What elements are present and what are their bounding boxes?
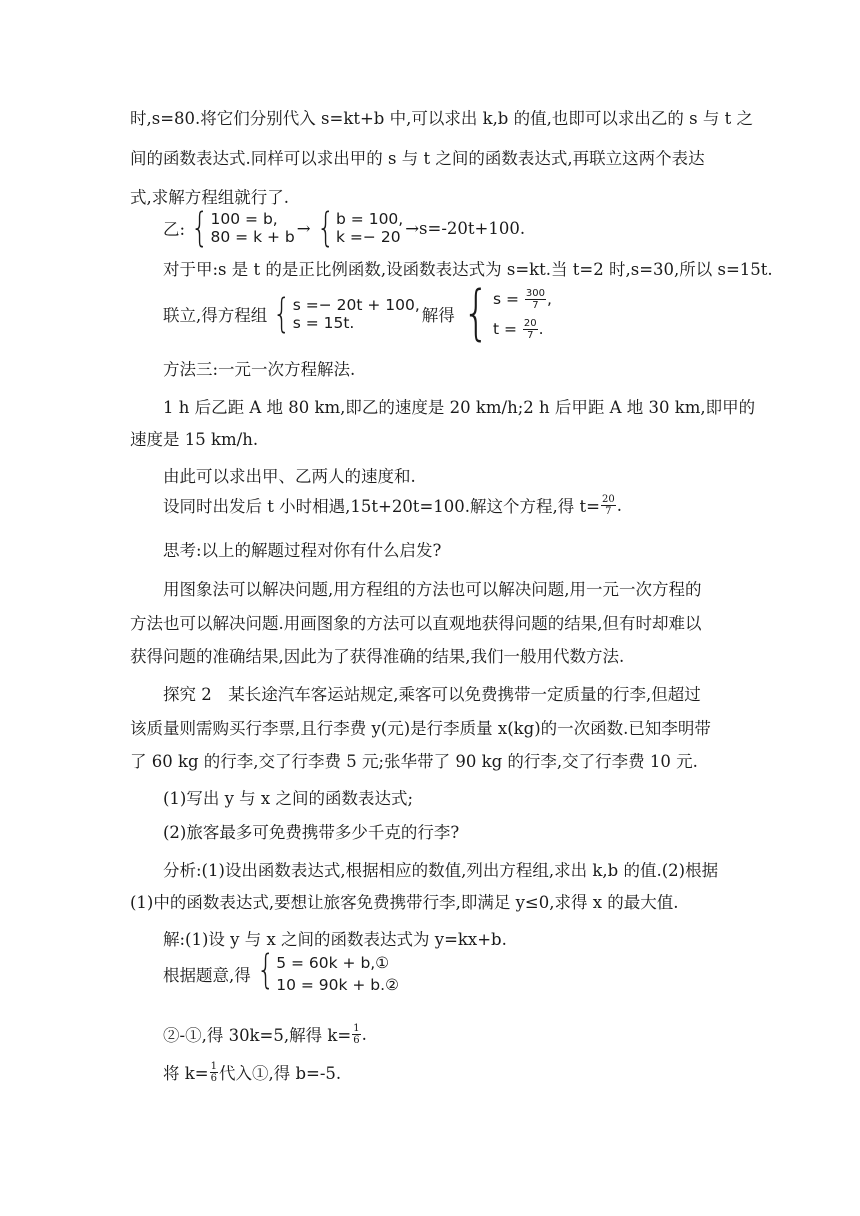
equation-line-subtract: ②-①,得 30k=5,解得 k= $\frac{1}{6}$ .	[163, 1022, 367, 1046]
equation-system	[313, 205, 404, 251]
question-1: (1)写出 y 与 x 之间的函数表达式;	[163, 789, 414, 808]
text-line: 用图象法可以解决问题,用方程组的方法也可以解决问题,用一元一次方程的	[163, 580, 702, 599]
combined-prefix: 联立,得方程组	[163, 306, 268, 325]
equation-system	[253, 947, 399, 996]
system-row: k =− 20	[336, 228, 401, 246]
system-row: s = 15t.	[292, 314, 355, 332]
text-line: (1)中的函数表达式,要想让旅客免费携带行李,即满足 y≤0,求得 x 的最大值.	[130, 893, 679, 912]
method-heading: 方法三:一元一次方程解法.	[163, 360, 356, 379]
system-row: 10 = 90k + b.②	[276, 976, 399, 994]
brace-symbol: {	[462, 278, 490, 348]
text-line: 由此可以求出甲、乙两人的速度和.	[163, 467, 416, 486]
text-line: 1 h 后乙距 A 地 80 km,即乙的速度是 20 km/h;2 h 后甲距 A 地 30 km,即甲的	[163, 398, 756, 417]
system-row: 5 = 60k + b,①	[276, 954, 390, 972]
yi-result: →s=-20t+100.	[405, 218, 526, 238]
equation-line-onevar: 设同时出发后 t 小时相遇,15t+20t=100.解这个方程,得 t= $\frac{20}{7}$ .	[163, 493, 622, 517]
system-row: 80 = k + b	[210, 228, 295, 246]
solution-system	[457, 278, 552, 348]
equation-line-yi	[163, 205, 526, 251]
text-line: 速度是 15 km/h.	[130, 430, 259, 449]
solution-row-t: t = $\frac{20}{7}$ .	[492, 317, 544, 341]
arrow-symbol: →	[296, 218, 311, 238]
equation-line-substitute: 将 k= $\frac{1}{6}$ 代入①,得 b=-5.	[163, 1060, 342, 1084]
equation-line-given: 根据题意,得 { 5 = 60k + b,① 10 = 90k + b.②	[163, 947, 399, 994]
fraction: $\frac{1}{6}$	[353, 1022, 360, 1046]
equation-line-combined	[163, 278, 554, 348]
text-line: 间的函数表达式.同样可以求出甲的 s 与 t 之间的函数表达式,再联立这两个表达	[130, 149, 705, 168]
brace-symbol: {	[316, 205, 335, 251]
brace-symbol: {	[273, 291, 291, 337]
text-line: 分析:(1)设出函数表达式,根据相应的数值,列出方程组,求出 k,b 的值.(2)根据	[163, 861, 719, 880]
fraction: $\frac{1}{6}$	[210, 1060, 217, 1084]
text-line: 时,s=80.将它们分别代入 s=kt+b 中,可以求出 k,b 的值,也即可以求出乙的 s 与 t 之	[130, 109, 753, 128]
fraction: $\frac{300}{7}$	[525, 287, 545, 311]
yi-prefix: 乙:	[163, 220, 186, 239]
text-line: 获得问题的准确结果,因此为了获得准确的结果,我们一般用代数方法.	[130, 647, 625, 666]
solution-line: 解:(1)设 y 与 x 之间的函数表达式为 y=kx+b.	[163, 930, 507, 949]
system-row: s =− 20t + 100,	[292, 296, 420, 314]
text-line: 该质量则需购买行李票,且行李费 y(元)是行李质量 x(kg)的一次函数.已知李明带	[130, 719, 711, 738]
equation-system	[187, 205, 295, 251]
brace-symbol: {	[190, 205, 209, 251]
system-row: b = 100,	[336, 210, 404, 228]
text-line: 探究 2 某长途汽车客运站规定,乘客可以免费携带一定质量的行李,但超过	[163, 685, 701, 704]
equation-system	[269, 291, 420, 337]
think-heading: 思考:以上的解题过程对你有什么启发?	[163, 541, 442, 560]
solve-word: 解得	[421, 306, 455, 325]
text-line: 式,求解方程组就行了.	[130, 188, 289, 207]
fraction: $\frac{20}{7}$	[523, 317, 537, 341]
text-line: 方法也可以解决问题.用画图象的方法可以直观地获得问题的结果,但有时却难以	[130, 614, 702, 633]
system-row: 100 = b,	[210, 210, 278, 228]
question-2: (2)旅客最多可免费携带多少千克的行李?	[163, 823, 460, 842]
text-line: 对于甲:s 是 t 的是正比例函数,设函数表达式为 s=kt.当 t=2 时,s=30,所以 s=15t.	[163, 260, 773, 279]
text-line: 了 60 kg 的行李,交了行李费 5 元;张华带了 90 kg 的行李,交了行李费 10 元.	[130, 752, 698, 771]
fraction: $\frac{20}{7}$	[601, 493, 615, 517]
brace-symbol: {	[256, 947, 275, 993]
solution-row-s: s = $\frac{300}{7}$ ,	[492, 287, 552, 311]
